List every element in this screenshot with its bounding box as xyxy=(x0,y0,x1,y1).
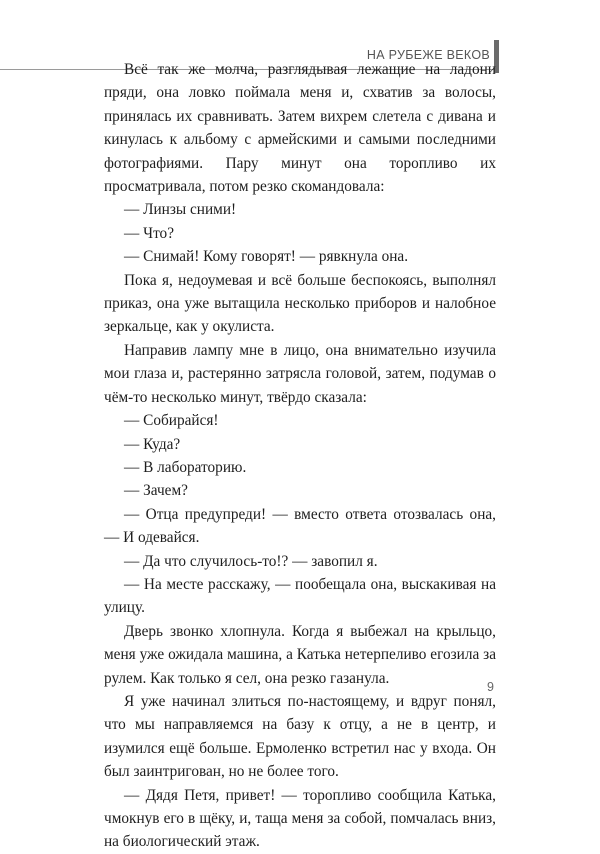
paragraph: — В лабораторию. xyxy=(124,458,247,476)
paragraph: — Куда? xyxy=(124,435,181,453)
paragraph: — Отца предупреди! — вместо ответа отозвалась она, — И одевайся. xyxy=(104,505,496,547)
running-head-title: НА РУБЕЖЕ ВЕКОВ xyxy=(366,48,490,62)
paragraph: — Собирайся! xyxy=(124,412,219,430)
paragraph: Пока я, недоумевая и всё больше беспокоясь, выполнял приказ, она уже вытащила несколько приборов и налобное зеркальце, как у окулиста. xyxy=(104,271,496,336)
paragraph: — Снимай! Кому говорят! — рявкнула она. xyxy=(124,248,409,266)
paragraph: Я уже начинал злиться по-настоящему, и вдруг понял, что мы направляемся на базу к отцу, а не в центр, и изумился ещё больше. Ермоленко встретил нас у входа. Он был заинтригован, но не более того. xyxy=(104,692,496,781)
paragraph: — Зачем? xyxy=(124,482,188,500)
paragraph: — Линзы сними! xyxy=(124,201,237,219)
page-number: 9 xyxy=(487,680,494,694)
paragraph: Всё так же молча, разглядывая лежащие на ладони пряди, она ловко поймала меня и, схватив за волосы, принялась их сравнивать. Затем вихрем слетела с дивана и кинулась к альбому с армейскими и самыми последними фотографиями. Пару минут она торопливо их просматривала, потом резко скомандовала: xyxy=(104,61,496,196)
paragraph: Дверь звонко хлопнула. Когда я выбежал на крыльцо, меня уже ожидала машина, а Катька нетерпеливо егозила за рулем. Как только я сел, она резко газанула. xyxy=(104,622,496,687)
paragraph: — Дядя Петя, привет! — торопливо сообщила Катька, чмокнув его в щёку, и, таща меня за собой, помчалась вниз, на биологический этаж. xyxy=(104,786,496,851)
paragraph: Направив лампу мне в лицо, она внимательно изучила мои глаза и, растерянно затрясла головой, затем, подумав о чём-то несколько минут, твёрдо сказала: xyxy=(104,341,496,406)
body-text xyxy=(104,58,496,854)
paragraph: — На месте расскажу, — пообещала она, выскакивая на улицу. xyxy=(104,575,496,617)
paragraph: — Что? xyxy=(124,224,174,242)
paragraph: — Да что случилось-то!? — завопил я. xyxy=(124,552,378,570)
